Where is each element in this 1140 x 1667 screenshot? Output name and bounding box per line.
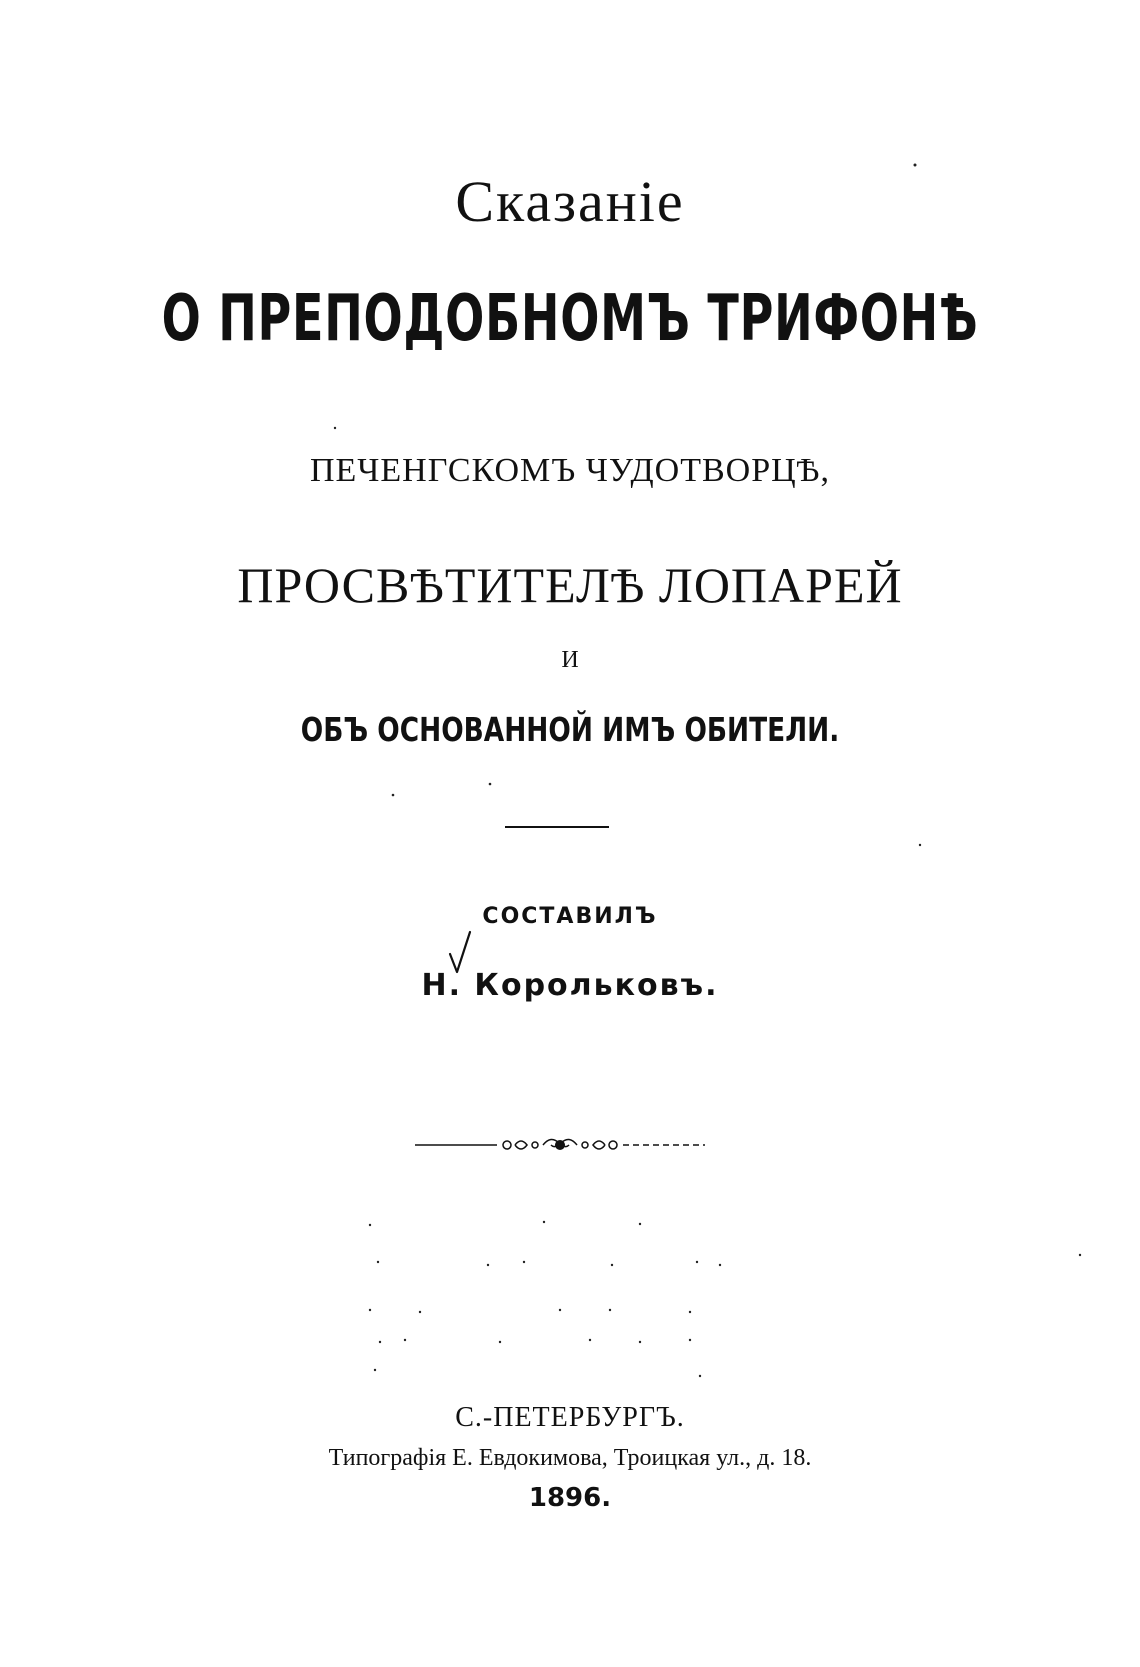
title-line-6: ОБЪ ОСНОВАННОЙ ИМЪ ОБИТЕЛИ. [300,710,840,749]
imprint-year: 1896. [528,1483,612,1513]
ornament-divider-icon [415,1131,705,1159]
title-line-3: ПЕЧЕНГСКОМЪ ЧУДОТВОРЦѢ, [309,452,830,489]
title-conjunction: И [561,647,579,673]
imprint-city: С.-ПЕТЕРБУРГЪ. [455,1402,685,1433]
author-name: Н. Корольковъ. [421,968,719,1003]
imprint-printer: Типографія Е. Евдокимова, Троицкая ул., д. 18. [328,1445,812,1471]
title-line-1: Сказаніе [455,169,685,234]
divider-rule [505,826,609,828]
compiled-by-label: СОСТАВИЛЪ [482,904,658,929]
title-line-2: О ПРЕПОДОБНОМЪ ТРИФОНѢ [161,282,979,356]
title-line-4: ПРОСВѢТИТЕЛѢ ЛОПАРЕЙ [237,557,903,613]
